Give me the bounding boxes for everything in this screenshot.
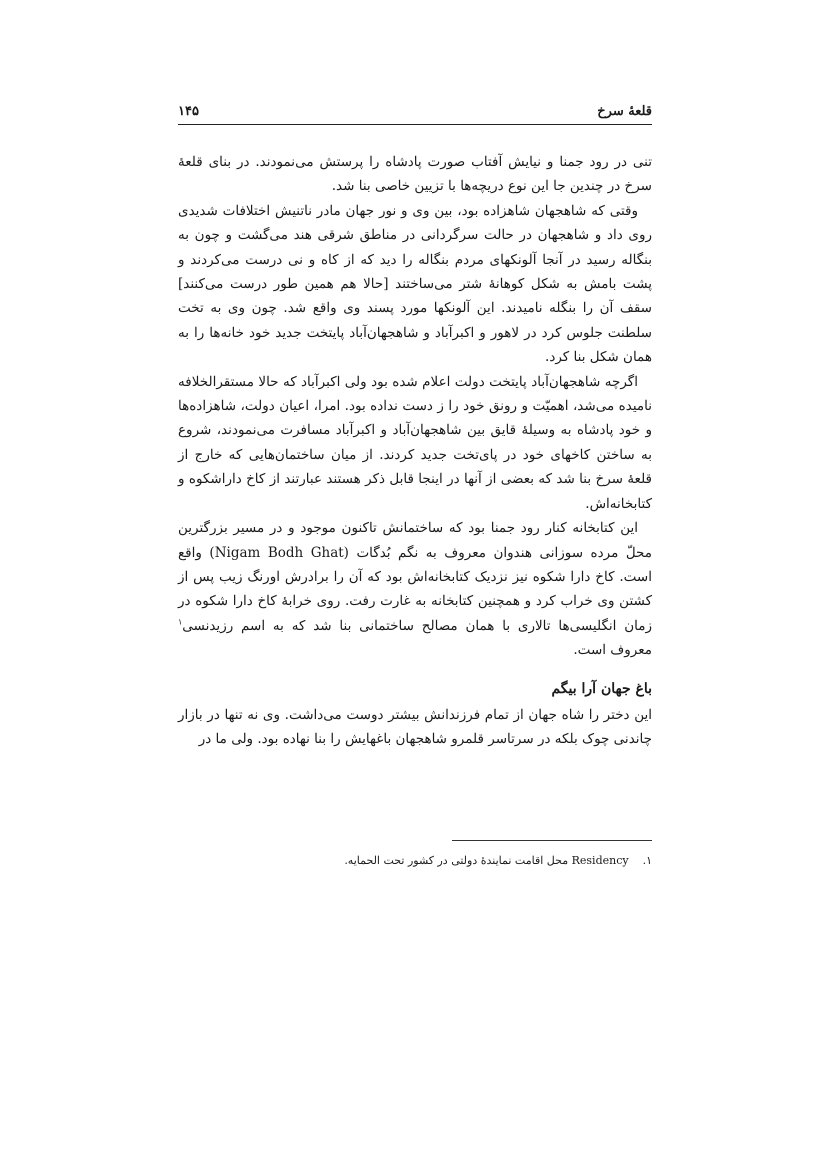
paragraph-2: وقتی که شاهجهان شاهزاده بود، بین وی و نور جهان مادر ناتنیش اختلافات شدیدی روی داد و شاهجهان در حالت سرگردانی در مناطق شرقی هند می‌گشت و چون به بنگاله رسید در آنجا آلونکهای مردم بنگاله را دید که از کاه و نی درست می‌کردند و پشت بامش به شکل کوهانهٔ شتر می‌ساختند [حالا هم همین طور درست می‌کنند] سقف آن را بنگله نامیدند. این آلونکها مورد پسند وی واقع شد. چون وی به تخت سلطنت جلوس کرد در لاهور و اکبرآباد و شاهجهان‌آباد پایتخت جدید خود خانه‌ها را به همان شکل بنا کرد.	[178, 202, 652, 366]
nigam-bodh-ghat-name: Nigam Bodh Ghat	[214, 544, 344, 561]
footnote-text: محل اقامت نمایندهٔ دولتی در کشور تحت الحمایه.	[344, 854, 572, 867]
paragraph-4-part3: معروف است.	[573, 642, 652, 659]
section-paragraph: این دختر را شاه جهان از تمام فرزندانش بیشتر دوست می‌داشت. وی نه تنها در بازار چاندنی چوک بلکه در سرتاسر قلمرو شاهجهان باغهایش را بنا نهاده بود. ولی ما در	[178, 706, 652, 748]
paragraph-4-part2: ) واقع است. کاخ دارا شکوه نیز نزدیک کتابخانه‌اش بود که آن را برادرش اورنگ زیب پس از کشتن وی خراب کرد و همچنین کتابخانه به غارت رفت. روی خرابهٔ کاخ دارا شکوه در زمان انگلیسی‌ها تالاری با همان مصالح ساختمانی بنا شد که به اسم رزیدنسی	[178, 544, 652, 634]
footnote-reference: ۱	[178, 617, 183, 627]
footnote-rule	[452, 840, 652, 841]
section-heading: باغ جهان آرا بیگم	[551, 680, 652, 697]
paragraph-4-part1: این کتابخانه کنار رود جمنا بود که ساختمانش تاکنون موجود و در مسیر بزرگترین محلّ مرده سوزانی هندوان معروف به نگم بُدگات (	[178, 520, 652, 561]
paragraph-3: اگرچه شاهجهان‌آباد پایتخت دولت اعلام شده بود ولی اکبرآباد که حالا مستقرالخلافه نامیده می‌شد، اهمیّت و رونق خود را ز دست نداده بود. امرا، اعیان دولت، شاهزاده‌ها و خود پادشاه به وسیلهٔ قایق بین شاهجهان‌آباد و اکبرآباد مسافرت می‌نمودند، شروع به ساختن کاخهای خود در پای‌تخت جدید کردند. از میان ساختمان‌هایی که خارج از قلعهٔ سرخ بنا شد که بعضی از آنها در اینجا قابل ذکر هستند عبارتند از کاخ داراشکوه و کتابخانه‌اش.	[178, 373, 652, 512]
page-number: ۱۴۵	[178, 104, 199, 119]
body-text	[178, 150, 652, 752]
running-title: قلعهٔ سرخ	[597, 104, 652, 119]
footnote	[178, 852, 652, 870]
header-rule	[178, 124, 652, 125]
paragraph-1: تنی در رود جمنا و نیایش آفتاب صورت پادشاه را پرستش می‌نمودند. در بنای قلعهٔ سرخ در چندین جا این نوع دریچه‌ها با تزیین خاصی بنا شد.	[178, 154, 652, 195]
paragraph-4	[178, 516, 652, 662]
footnote-number: ۱.	[642, 854, 652, 867]
running-header	[178, 104, 652, 124]
footnote-term: Residency	[571, 854, 629, 867]
